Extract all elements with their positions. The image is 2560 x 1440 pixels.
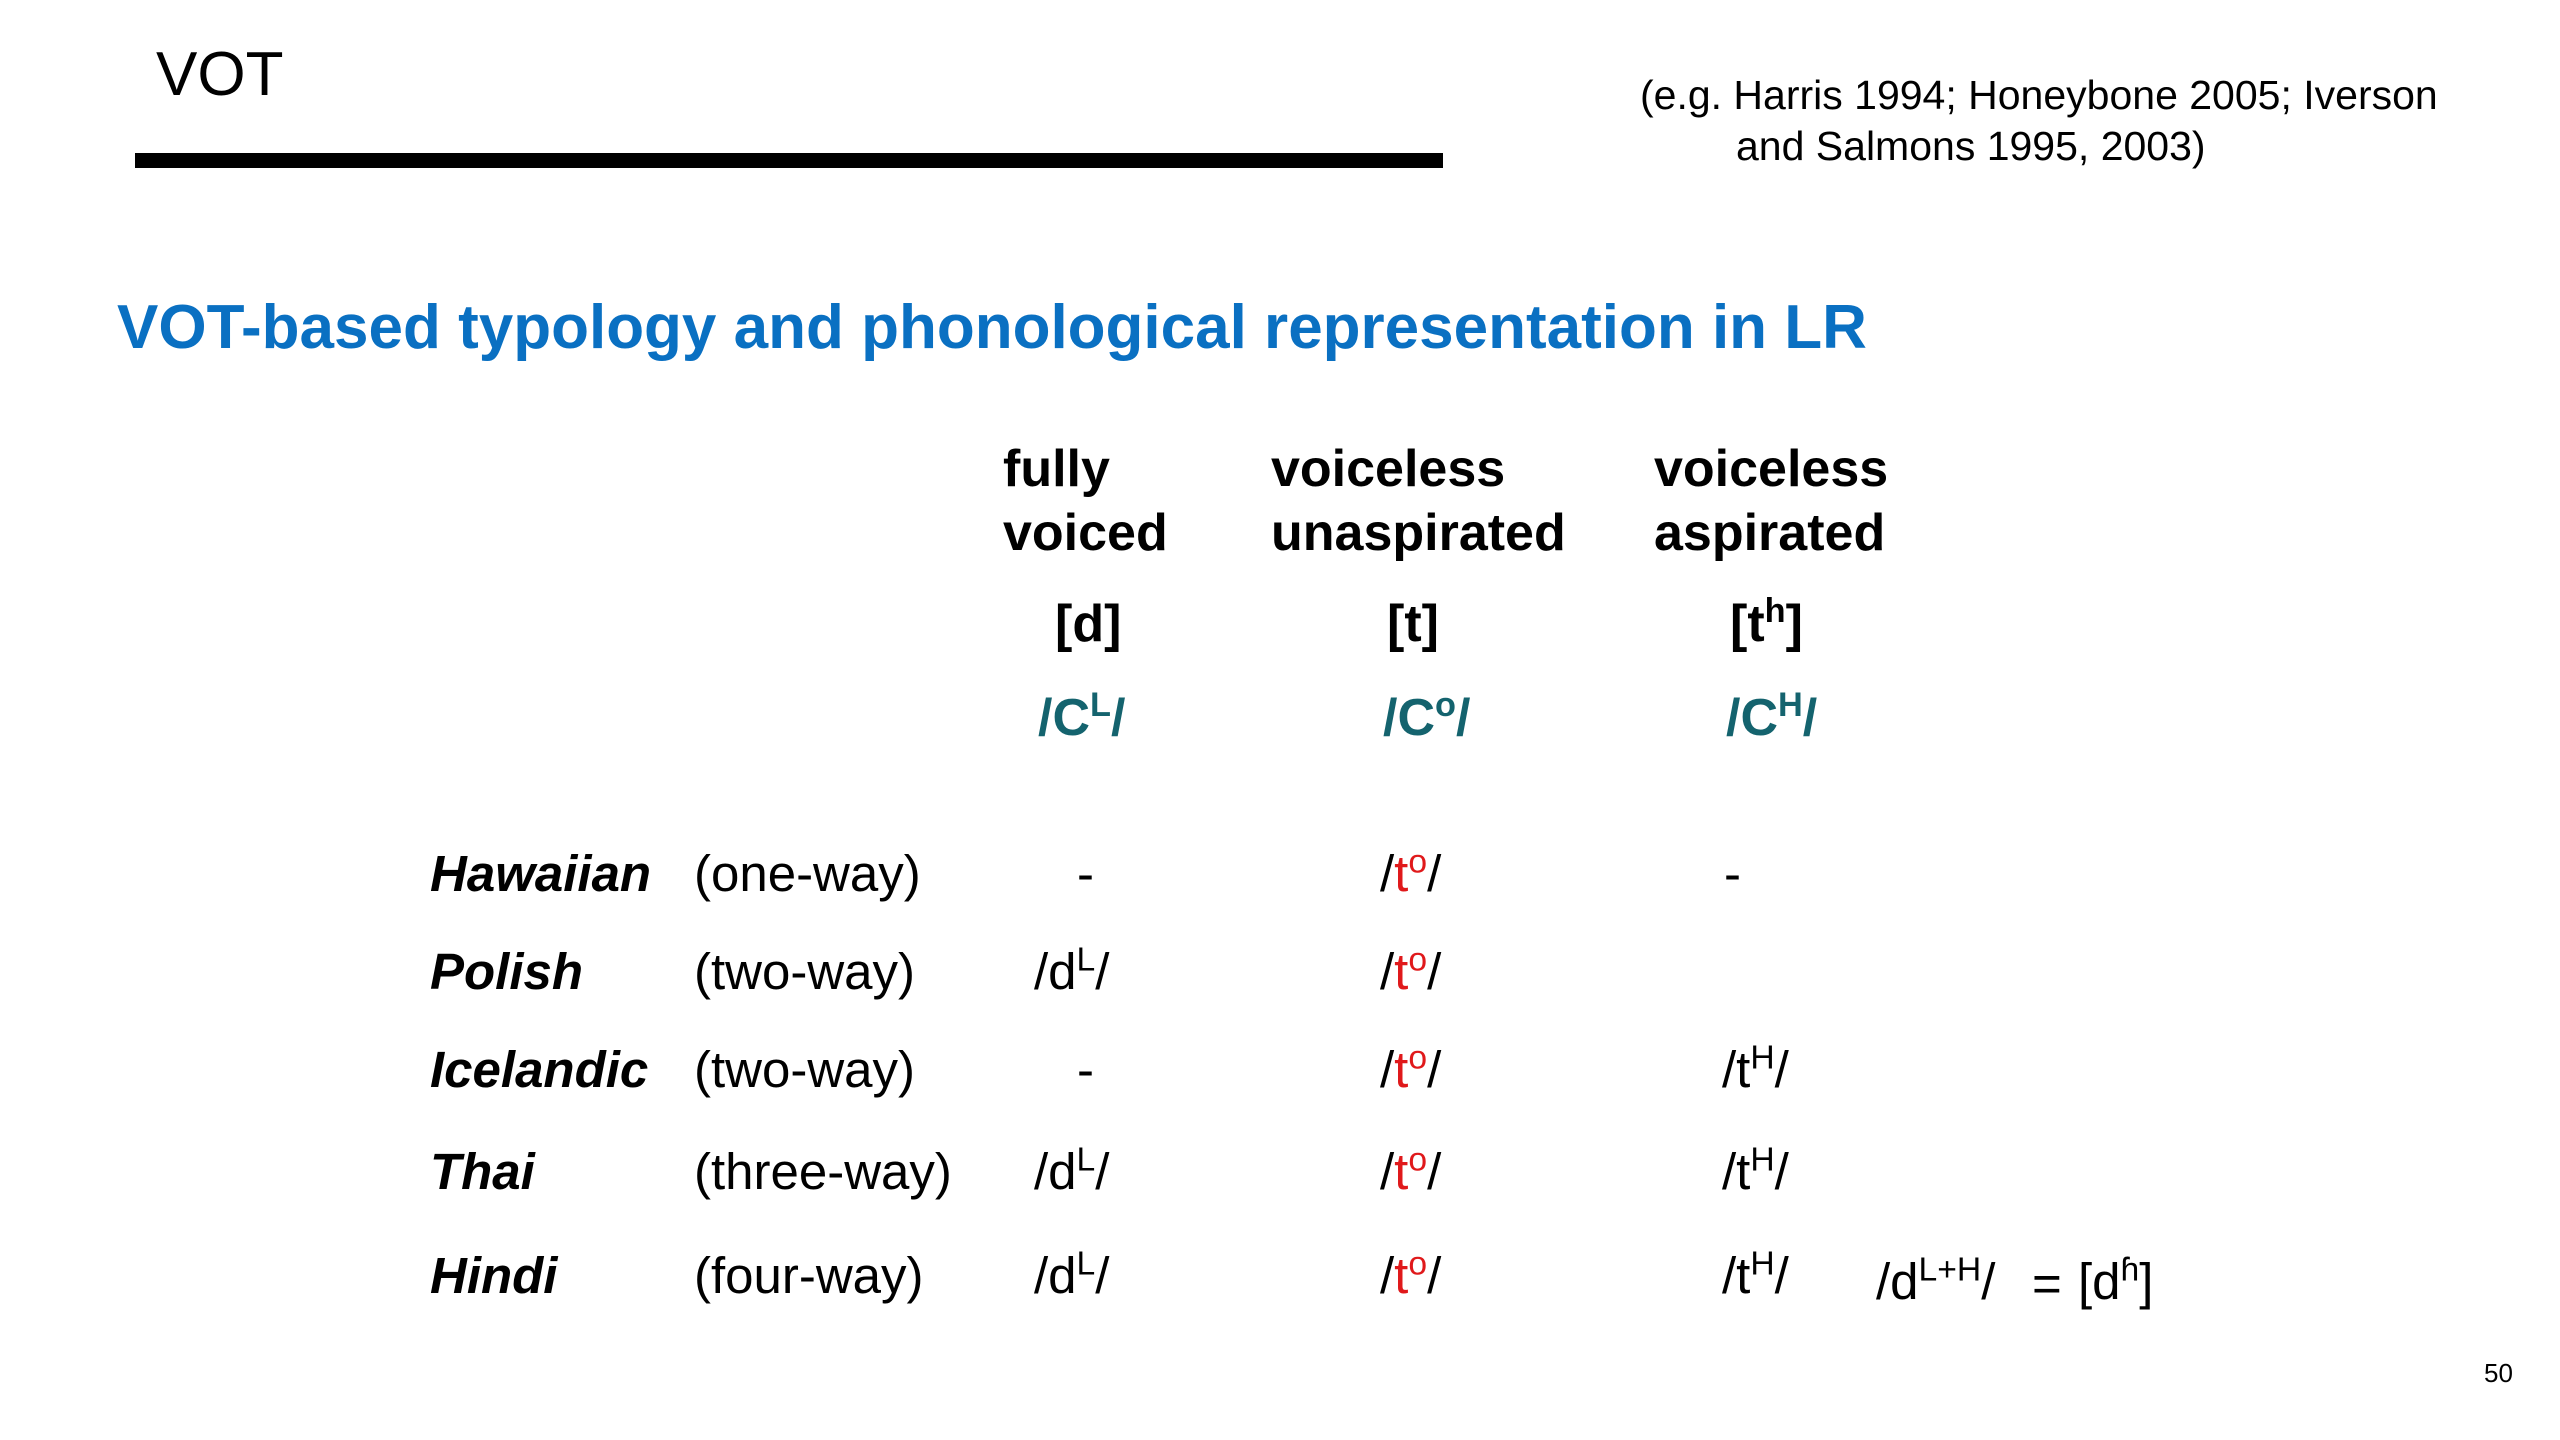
segment: d	[1048, 1143, 1077, 1200]
hindi-breathy-representation	[1876, 1250, 1995, 1314]
table-cell	[1034, 940, 1109, 1004]
slash: /	[1427, 1143, 1442, 1200]
rep-end: /	[1455, 689, 1471, 747]
slash: /	[1380, 1041, 1395, 1098]
slash: /	[1380, 943, 1395, 1000]
table-cell	[1380, 1140, 1441, 1204]
rep-open: /d	[1876, 1253, 1919, 1310]
slash: /	[1034, 1143, 1049, 1200]
phonetic-symbol-unaspirated	[1387, 592, 1439, 656]
feature-superscript: o	[1408, 1245, 1428, 1283]
slash: /	[1034, 1247, 1049, 1304]
table-cell	[1722, 1140, 1789, 1204]
empty-dash: -	[1077, 845, 1094, 902]
language-name: Thai	[430, 1143, 535, 1200]
slash: /	[1722, 1247, 1737, 1304]
rep-superscript: o	[1435, 686, 1456, 725]
segment: t	[1394, 845, 1409, 902]
rep-superscript: H	[1778, 686, 1803, 725]
representation-aspirated	[1726, 686, 1817, 750]
segment: d	[1048, 1247, 1077, 1304]
slash: /	[1427, 1247, 1442, 1304]
feature-superscript: o	[1408, 843, 1428, 881]
contrast-type: (one-way)	[694, 845, 921, 902]
slash: /	[1095, 1247, 1110, 1304]
segment: t	[1394, 1247, 1409, 1304]
slash: /	[1427, 943, 1442, 1000]
segment: d	[1048, 943, 1077, 1000]
title-underline	[135, 153, 1443, 168]
phonetic-symbol-aspirated	[1730, 592, 1803, 656]
feature-superscript: H	[1750, 1245, 1775, 1283]
phonetic-end: ]	[1785, 595, 1803, 653]
language-name: Hawaiian	[430, 845, 652, 902]
slash: /	[1722, 1041, 1737, 1098]
phonetic-superscript: ɦ	[2120, 1251, 2140, 1289]
segment: t	[1394, 1041, 1409, 1098]
column-header-line: voiced	[1003, 504, 1168, 562]
slash: /	[1774, 1041, 1789, 1098]
rep-base: /C	[1383, 689, 1435, 747]
feature-superscript: o	[1408, 1141, 1428, 1179]
equals-sign: =	[2032, 1255, 2062, 1312]
segment: t	[1736, 1247, 1751, 1304]
rep-superscript: L+H	[1918, 1251, 1982, 1289]
column-header-fully-voiced	[1003, 437, 1168, 565]
language-name: Polish	[430, 943, 584, 1000]
page-number: 50	[2484, 1358, 2513, 1388]
column-header-voiceless-aspirated	[1654, 437, 1888, 565]
rep-base: /C	[1038, 689, 1090, 747]
empty-dash: -	[1724, 845, 1741, 902]
citation-line-1: (e.g. Harris 1994; Honeybone 2005; Iverson	[1640, 72, 2438, 118]
phonetic-base: [t	[1730, 595, 1765, 653]
column-header-line: fully	[1003, 440, 1110, 498]
segment: t	[1394, 1143, 1409, 1200]
rep-close: /	[1981, 1253, 1996, 1310]
slash: /	[1380, 1247, 1395, 1304]
slash: /	[1095, 943, 1110, 1000]
table-cell	[1722, 1244, 1789, 1308]
empty-dash: -	[1077, 1041, 1094, 1098]
rep-end: /	[1802, 689, 1818, 747]
slash: /	[1095, 1143, 1110, 1200]
slash: /	[1774, 1247, 1789, 1304]
column-header-line: voiceless	[1654, 440, 1889, 498]
slash: /	[1427, 1041, 1442, 1098]
phonetic-close: ]	[2139, 1253, 2154, 1310]
phonetic-superscript: h	[1764, 592, 1786, 631]
slash: /	[1427, 845, 1442, 902]
contrast-type: (four-way)	[694, 1247, 924, 1304]
slide-title: VOT	[156, 40, 284, 109]
segment: t	[1736, 1143, 1751, 1200]
rep-end: /	[1110, 689, 1126, 747]
phonetic-symbol-voiced	[1055, 592, 1121, 656]
feature-superscript: H	[1750, 1039, 1775, 1077]
contrast-type: (two-way)	[694, 1041, 916, 1098]
table-cell	[1034, 1140, 1109, 1204]
slash: /	[1034, 943, 1049, 1000]
table-cell	[1380, 940, 1441, 1004]
contrast-type: (three-way)	[694, 1143, 952, 1200]
column-header-line: voiceless	[1271, 440, 1506, 498]
column-header-line: aspirated	[1654, 504, 1886, 562]
table-cell	[1034, 1244, 1109, 1308]
language-name: Icelandic	[430, 1041, 649, 1098]
representation-voiced	[1038, 686, 1125, 750]
hindi-breathy-phonetic	[2078, 1250, 2153, 1314]
phonetic-base: [d]	[1055, 595, 1122, 653]
feature-superscript: L	[1076, 1245, 1096, 1283]
segment: t	[1736, 1041, 1751, 1098]
citation-line-2: and Salmons 1995, 2003)	[1736, 123, 2206, 169]
contrast-type: (two-way)	[694, 943, 916, 1000]
slide-subtitle: VOT-based typology and phonological representation in LR	[117, 293, 1867, 362]
segment: t	[1394, 943, 1409, 1000]
slash: /	[1380, 845, 1395, 902]
column-header-line: unaspirated	[1271, 504, 1566, 562]
language-name: Hindi	[430, 1247, 558, 1304]
rep-superscript: L	[1090, 686, 1111, 725]
table-cell	[1380, 1038, 1441, 1102]
phonetic-base: [t]	[1387, 595, 1439, 653]
rep-base: /C	[1726, 689, 1778, 747]
feature-superscript: o	[1408, 1039, 1428, 1077]
slash: /	[1774, 1143, 1789, 1200]
table-cell	[1380, 1244, 1441, 1308]
representation-unaspirated	[1383, 686, 1470, 750]
feature-superscript: H	[1750, 1141, 1775, 1179]
feature-superscript: o	[1408, 941, 1428, 979]
table-cell	[1380, 842, 1441, 906]
table-cell	[1722, 1038, 1789, 1102]
slash: /	[1722, 1143, 1737, 1200]
feature-superscript: L	[1076, 1141, 1096, 1179]
feature-superscript: L	[1076, 941, 1096, 979]
phonetic-open: [d	[2078, 1253, 2121, 1310]
column-header-voiceless-unaspirated	[1271, 437, 1566, 565]
citation	[1640, 70, 2438, 172]
slash: /	[1380, 1143, 1395, 1200]
